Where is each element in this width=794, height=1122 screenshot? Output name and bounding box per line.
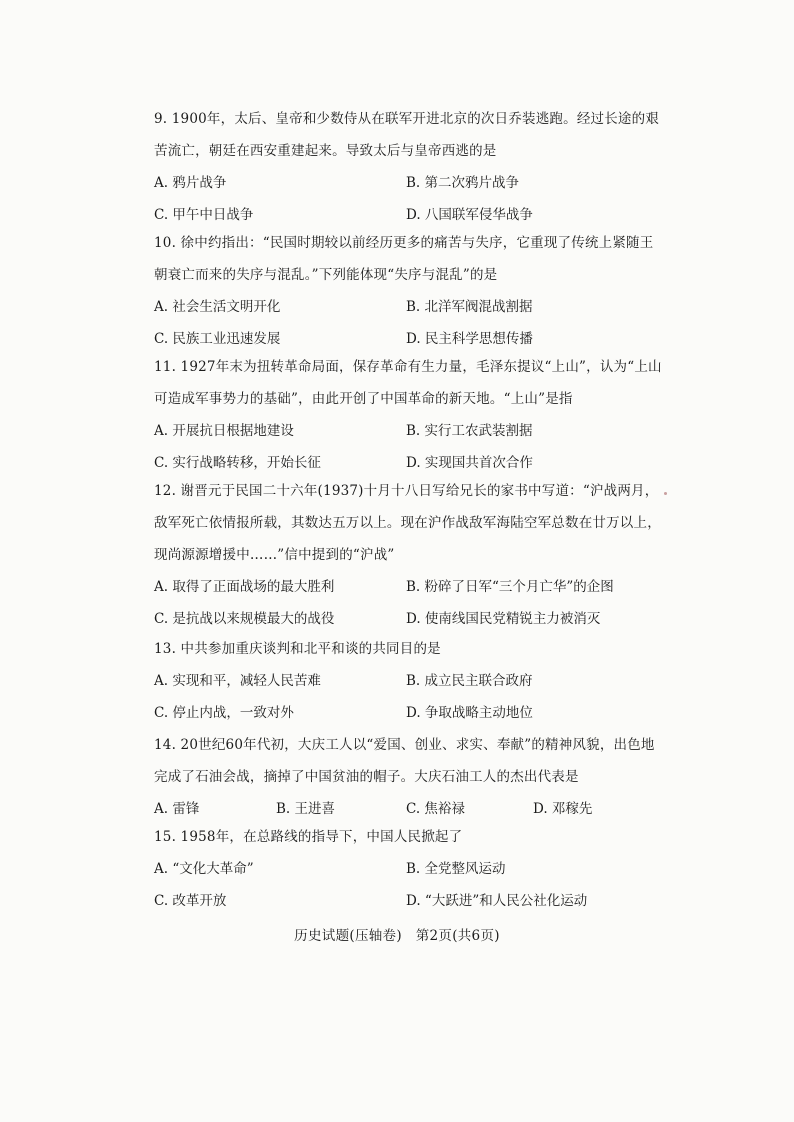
option-d: D. 争取战略主动地位 bbox=[406, 705, 533, 721]
option-row bbox=[154, 167, 664, 199]
option-a: A. “文化大革命” bbox=[154, 861, 254, 877]
scan-speck bbox=[664, 492, 667, 495]
question-14 bbox=[154, 729, 664, 825]
question-stem: 9. 1900年，太后、皇帝和少数侍从在联军开进北京的次日乔装逃跑。经过长途的艰苦流亡，朝廷在西安重建起来。导致太后与皇帝西逃的是 bbox=[154, 111, 660, 159]
option-d: D. “大跃进”和人民公社化运动 bbox=[406, 893, 588, 909]
option-a: A. 鸦片战争 bbox=[154, 175, 227, 191]
option-row bbox=[154, 665, 664, 697]
option-c: C. 焦裕禄 bbox=[406, 801, 465, 817]
option-b: B. 成立民主联合政府 bbox=[406, 673, 533, 689]
option-row bbox=[154, 885, 664, 917]
option-d: D. 使南线国民党精锐主力被消灭 bbox=[406, 611, 601, 627]
option-row bbox=[154, 415, 664, 447]
option-a: A. 实现和平，减轻人民苦难 bbox=[154, 673, 321, 689]
option-row bbox=[154, 853, 664, 885]
option-a: A. 取得了正面战场的最大胜利 bbox=[154, 579, 335, 595]
question-12 bbox=[154, 475, 664, 635]
question-15 bbox=[154, 821, 664, 917]
option-b: B. 粉碎了日军“三个月亡华”的企图 bbox=[406, 579, 614, 595]
question-stem: 13. 中共参加重庆谈判和北平和谈的共同目的是 bbox=[154, 641, 441, 657]
option-row bbox=[154, 571, 664, 603]
question-stem: 12. 谢晋元于民国二十六年(1937)十月十八日写给兄长的家书中写道：“沪战两月，敌军死亡依情报所载，其数达五万以上。现在沪作战敌军海陆空军总数在廿万以上，现尚源源增援中……”信中提到的“沪战” bbox=[154, 483, 661, 563]
option-c: C. 是抗战以来规模最大的战役 bbox=[154, 611, 335, 627]
option-b: B. 全党整风运动 bbox=[406, 861, 506, 877]
option-b: B. 实行工农武装割据 bbox=[406, 423, 533, 439]
question-11 bbox=[154, 351, 664, 479]
question-stem: 10. 徐中约指出：“民国时期较以前经历更多的痛苦与失序，它重现了传统上紧随王朝衰亡而来的失序与混乱。”下列能体现“失序与混乱”的是 bbox=[154, 235, 654, 283]
option-d: D. 实现国共首次合作 bbox=[406, 455, 533, 471]
option-d: D. 民主科学思想传播 bbox=[406, 331, 533, 347]
question-13 bbox=[154, 633, 664, 729]
question-9 bbox=[154, 103, 664, 231]
option-a: A. 开展抗日根据地建设 bbox=[154, 423, 294, 439]
question-stem: 11. 1927年末为扭转革命局面，保存革命有生力量，毛泽东提议“上山”，认为“上山可造成军事势力的基础”，由此开创了中国革命的新天地。“上山”是指 bbox=[154, 359, 662, 407]
option-b: B. 北洋军阀混战割据 bbox=[406, 299, 533, 315]
option-c: C. 民族工业迅速发展 bbox=[154, 331, 281, 347]
question-stem: 14. 20世纪60年代初，大庆工人以“爱国、创业、求实、奉献”的精神风貌，出色地完成了石油会战，摘掉了中国贫油的帽子。大庆石油工人的杰出代表是 bbox=[154, 737, 655, 785]
option-d: D. 邓稼先 bbox=[533, 801, 593, 817]
option-b: B. 第二次鸦片战争 bbox=[406, 175, 520, 191]
option-row bbox=[154, 291, 664, 323]
option-row bbox=[154, 697, 664, 729]
page-footer: 历史试题(压轴卷) 第2页(共6页) bbox=[294, 928, 500, 944]
option-c: C. 实行战略转移，开始长征 bbox=[154, 455, 321, 471]
question-stem: 15. 1958年，在总路线的指导下，中国人民掀起了 bbox=[154, 829, 463, 845]
option-d: D. 八国联军侵华战争 bbox=[406, 207, 533, 223]
option-c: C. 甲午中日战争 bbox=[154, 207, 254, 223]
option-a: A. 雷锋 bbox=[154, 801, 200, 817]
option-a: A. 社会生活文明开化 bbox=[154, 299, 281, 315]
option-row bbox=[154, 603, 664, 635]
question-10 bbox=[154, 227, 664, 355]
option-c: C. 改革开放 bbox=[154, 893, 227, 909]
option-c: C. 停止内战，一致对外 bbox=[154, 705, 294, 721]
option-b: B. 王进喜 bbox=[276, 801, 336, 817]
